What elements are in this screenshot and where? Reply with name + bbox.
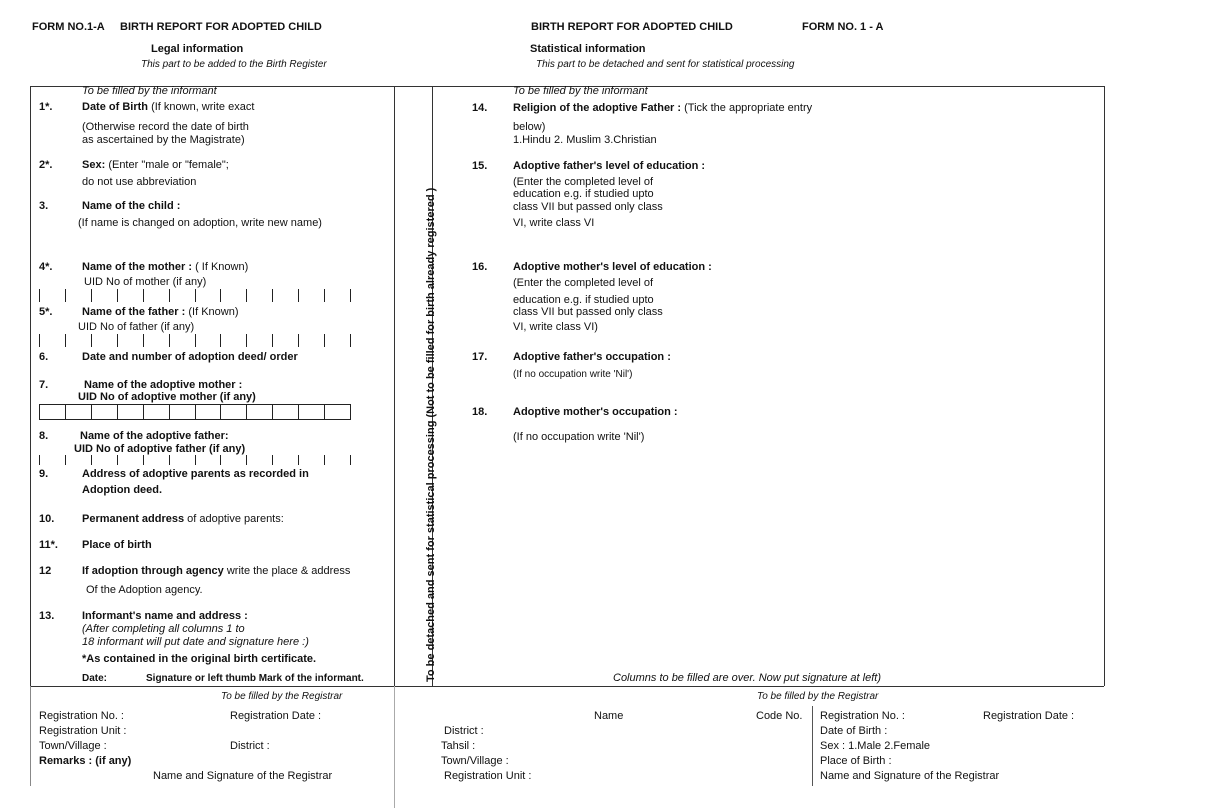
right-name-label: Name xyxy=(594,710,624,722)
item-7-number: 7. xyxy=(39,379,49,391)
item-15-note-4: VI, write class VI xyxy=(513,217,595,229)
item-14-options: 1.Hindu 2. Muslim 3.Christian xyxy=(513,134,657,146)
item-14-label: Religion of the adoptive Father : (Tick the appropriate entry xyxy=(513,102,813,114)
item-15-note: (Enter the completed level of xyxy=(513,176,654,188)
item-1-label: Date of Birth (If known, write exact xyxy=(82,101,255,113)
item-8-label: Name of the adoptive father: xyxy=(80,430,229,442)
item-10-label: Permanent address of adoptive parents: xyxy=(82,513,284,525)
item-16-note-2: education e.g. if studied upto xyxy=(513,294,654,306)
left-section-title: Legal information xyxy=(151,43,244,55)
right-section-note: This part to be detached and sent for statistical processing xyxy=(536,59,795,70)
item-9-label: Address of adoptive parents as recorded in xyxy=(82,468,309,480)
item-7-uid-label: UID No of adoptive mother (if any) xyxy=(78,391,256,403)
item-4-number: 4*. xyxy=(39,261,53,273)
item-5-uid-label: UID No of father (if any) xyxy=(78,321,195,333)
informant-date-label: Date: xyxy=(82,673,108,684)
item-18-label: Adoptive mother's occupation : xyxy=(513,406,678,418)
item-15-note-3: class VII but passed only class xyxy=(513,201,663,213)
registrar-dashed-divider xyxy=(394,686,395,808)
item-3-label: Name of the child : xyxy=(82,200,181,212)
informant-signature-label: Signature or left thumb Mark of the informant. xyxy=(146,673,364,684)
right-district: District : xyxy=(444,725,484,737)
right-registrar-signature: Name and Signature of the Registrar xyxy=(820,770,1000,782)
left-informant-note: To be filled by the informant xyxy=(82,85,217,97)
right-code-no-label: Code No. xyxy=(756,710,803,722)
right-town-village: Town/Village : xyxy=(441,755,509,767)
right-place-of-birth: Place of Birth : xyxy=(820,755,892,767)
frame-left-line xyxy=(30,86,31,686)
columns-over-note: Columns to be filled are over. Now put signature at left) xyxy=(613,672,882,684)
item-3-number: 3. xyxy=(39,200,49,212)
item-6-number: 6. xyxy=(39,351,49,363)
item-17-note: (If no occupation write 'Nil') xyxy=(513,369,633,380)
item-18-number: 18. xyxy=(472,406,488,418)
frame-divider-left xyxy=(394,86,395,686)
item-13-number: 13. xyxy=(39,610,55,622)
item-10-number: 10. xyxy=(39,513,55,525)
item-16-note-3: class VII but passed only class xyxy=(513,306,663,318)
item-5-label: Name of the father : (If Known) xyxy=(82,306,239,318)
item-2-label: Sex: (Enter "male or "female"; xyxy=(82,159,229,171)
left-registrar-signature: Name and Signature of the Registrar xyxy=(153,770,333,782)
uid-boxes-father[interactable] xyxy=(39,334,351,347)
right-informant-note: To be filled by the informant xyxy=(513,85,648,97)
item-12-number: 12 xyxy=(39,565,52,577)
item-1-note: (Otherwise record the date of birth xyxy=(82,121,249,133)
frame-right-line xyxy=(1104,86,1105,686)
left-registration-unit: Registration Unit : xyxy=(39,725,127,737)
left-district: District : xyxy=(230,740,270,752)
item-15-note-2: education e.g. if studied upto xyxy=(513,188,654,200)
item-5-number: 5*. xyxy=(39,306,53,318)
item-18-note: (If no occupation write 'Nil') xyxy=(513,431,645,443)
right-registration-date: Registration Date : xyxy=(983,710,1075,722)
item-16-label: Adoptive mother's level of education : xyxy=(513,261,712,273)
right-registration-no: Registration No. : xyxy=(820,710,905,722)
item-12-note: Of the Adoption agency. xyxy=(86,584,203,596)
left-form-number: FORM NO.1-A xyxy=(32,21,105,33)
original-certificate-note: *As contained in the original birth certificate. xyxy=(82,653,317,665)
right-registrar-note: To be filled by the Registrar xyxy=(757,691,879,702)
registrar-left-line xyxy=(30,686,31,786)
item-8-number: 8. xyxy=(39,430,49,442)
item-9-note: Adoption deed. xyxy=(82,484,163,496)
item-9-number: 9. xyxy=(39,468,49,480)
right-registration-unit: Registration Unit : xyxy=(444,770,532,782)
left-form-title: BIRTH REPORT FOR ADOPTED CHILD xyxy=(120,21,322,33)
item-14-note: below) xyxy=(513,121,546,133)
item-17-label: Adoptive father's occupation : xyxy=(513,351,671,363)
right-form-title: BIRTH REPORT FOR ADOPTED CHILD xyxy=(531,21,733,33)
item-2-number: 2*. xyxy=(39,159,53,171)
item-4-uid-label: UID No of mother (if any) xyxy=(84,276,207,288)
item-12-label: If adoption through agency write the place & address xyxy=(82,565,351,577)
item-13-note-2: 18 informant will put date and signature here :) xyxy=(82,636,309,648)
left-section-note: This part to be added to the Birth Register xyxy=(141,59,327,70)
item-8-uid-label: UID No of adoptive father (if any) xyxy=(74,443,246,455)
right-tahsil: Tahsil : xyxy=(441,740,476,752)
item-15-number: 15. xyxy=(472,160,488,172)
item-11-label: Place of birth xyxy=(82,539,152,551)
uid-boxes-adoptive-father[interactable] xyxy=(39,455,351,465)
item-3-note: (If name is changed on adoption, write new name) xyxy=(78,217,322,229)
item-7-label: Name of the adoptive mother : xyxy=(84,379,243,391)
registrar-right-divider xyxy=(812,706,813,786)
item-6-label: Date and number of adoption deed/ order xyxy=(82,351,298,363)
right-date-of-birth: Date of Birth : xyxy=(820,725,888,737)
left-registration-no: Registration No. : xyxy=(39,710,124,722)
item-15-label: Adoptive father's level of education : xyxy=(513,160,706,172)
left-town-village: Town/Village : xyxy=(39,740,107,752)
item-2-note: do not use abbreviation xyxy=(82,176,197,188)
detach-vertical-note: To be detached and sent for statistical processing (Not to be filled for birth already registered ) xyxy=(425,187,437,682)
item-1-note-2: as ascertained by the Magistrate) xyxy=(82,134,245,146)
item-11-number: 11*. xyxy=(39,539,58,551)
right-form-number: FORM NO. 1 - A xyxy=(802,21,884,33)
item-1-number: 1*. xyxy=(39,101,53,113)
right-section-title: Statistical information xyxy=(530,43,646,55)
item-4-label: Name of the mother : ( If Known) xyxy=(82,261,249,273)
right-sex: Sex : 1.Male 2.Female xyxy=(820,740,931,752)
item-13-label: Informant's name and address : xyxy=(82,610,248,622)
item-17-number: 17. xyxy=(472,351,488,363)
left-registration-date: Registration Date : xyxy=(230,710,322,722)
left-registrar-note: To be filled by the Registrar xyxy=(221,691,343,702)
item-13-note: (After completing all columns 1 to xyxy=(82,623,245,635)
item-16-note: (Enter the completed level of xyxy=(513,277,654,289)
uid-boxes-mother[interactable] xyxy=(39,289,351,302)
frame-bottom-line xyxy=(30,686,1104,687)
uid-boxes-adoptive-mother[interactable] xyxy=(39,404,351,420)
item-16-note-4: VI, write class VI) xyxy=(513,321,598,333)
item-14-number: 14. xyxy=(472,102,488,114)
item-16-number: 16. xyxy=(472,261,488,273)
left-remarks: Remarks : (if any) xyxy=(39,755,132,767)
